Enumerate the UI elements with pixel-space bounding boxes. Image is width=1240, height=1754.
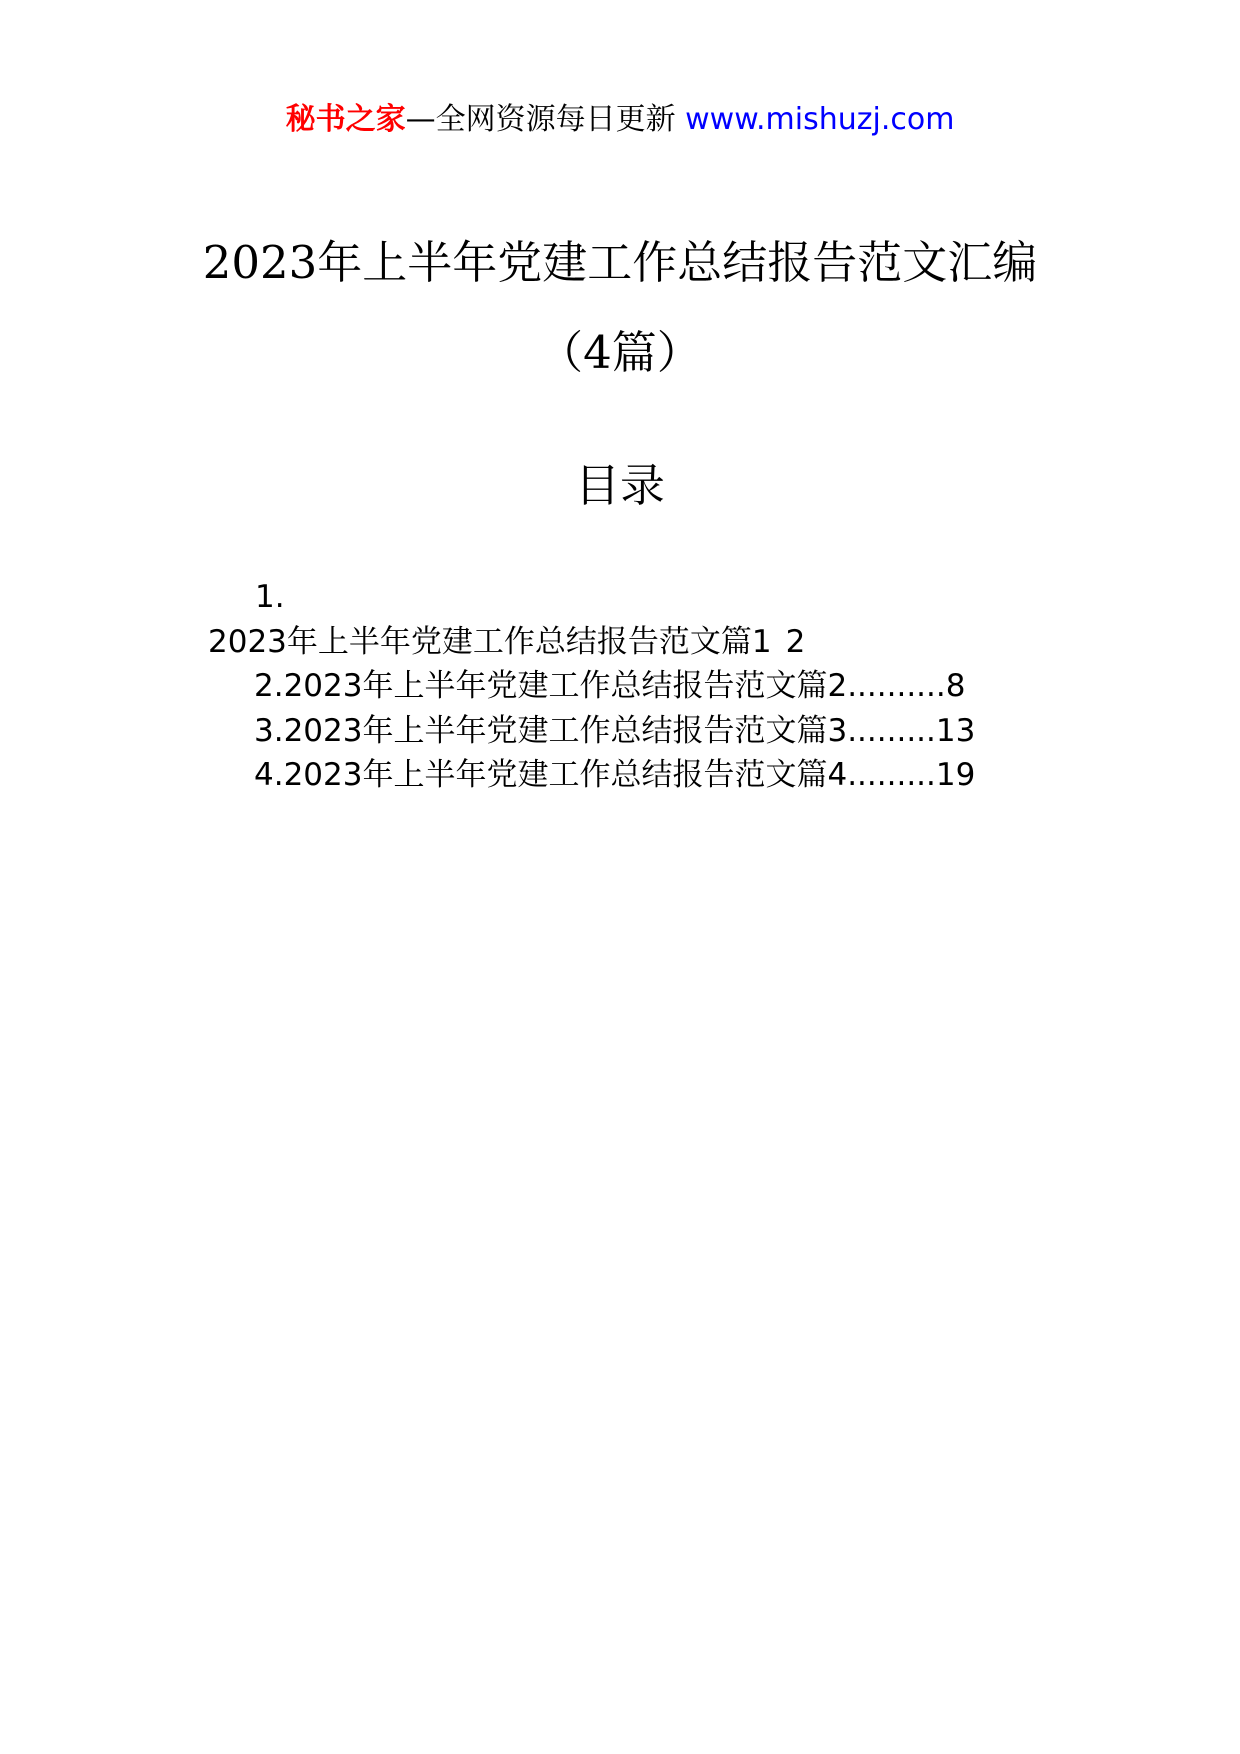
toc-item-2-number: 2. [254,668,284,704]
toc-heading: 目录 [574,459,665,512]
toc-item-2-leader: .......... [847,668,946,704]
toc-item-4-page: 19 [935,757,976,793]
toc-item-4-text: 2023年上半年党建工作总结报告范文篇4 [283,757,848,793]
toc-item-4-number: 4. [254,757,284,793]
toc-item-4-leader: ......... [847,757,936,793]
document-subtitle: （4篇） [538,326,702,379]
toc-item-4[interactable] [254,754,975,796]
toc-item-1-text: 2023年上半年党建工作总结报告范文篇1 [208,624,772,660]
site-header [0,100,1240,140]
site-brand: 秘书之家 [285,102,406,137]
toc-item-3-number: 3. [254,713,284,749]
toc-item-2[interactable] [254,665,965,707]
site-url-link[interactable]: www.mishuzj.com [685,102,955,137]
toc-item-3-text: 2023年上半年党建工作总结报告范文篇3 [283,713,848,749]
toc-item-3-leader: ......... [847,713,936,749]
toc-item-1[interactable] [208,621,805,663]
toc-item-1-number[interactable]: 1. [255,579,285,615]
toc-item-3-page: 13 [935,713,976,749]
toc-item-2-page: 8 [945,668,966,704]
document-title: 2023年上半年党建工作总结报告范文汇编 [202,236,1038,289]
site-tagline: —全网资源每日更新 [405,102,676,137]
toc-item-1-page: 2 [785,624,806,660]
toc-item-2-text: 2023年上半年党建工作总结报告范文篇2 [283,668,848,704]
toc-item-3[interactable] [254,710,975,752]
